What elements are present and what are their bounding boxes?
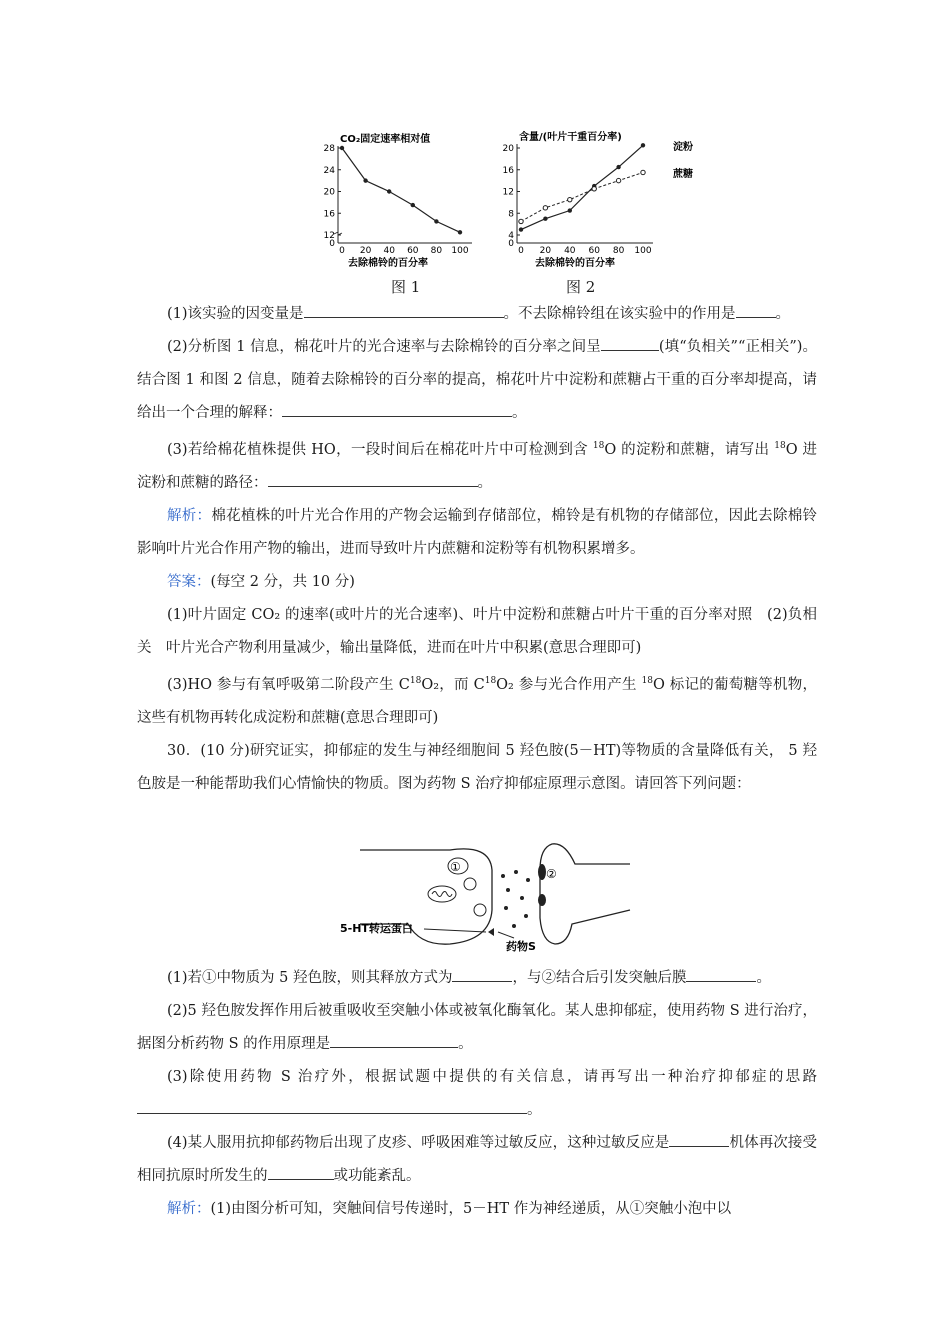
figure-2-sucrose-point — [616, 178, 620, 182]
label-2: ② — [546, 867, 557, 881]
figure-1-y-tick-label: 0 — [329, 239, 335, 249]
figure-2-x-tick-label: 40 — [564, 246, 576, 256]
figure-2-sucrose-point — [641, 170, 645, 174]
neurotransmitter-dot — [524, 914, 528, 918]
neurotransmitter-dot — [504, 906, 508, 910]
figure-1-x-tick-label: 60 — [407, 246, 419, 256]
answer-1-line-2: (3)HO 参与有氧呼吸第二阶段产生 $C^{18}O_2$，而 $C^{18}O_2$ 参与光合作用产生 $^{18}$O 标记的葡萄糖等机物，这些有机物再转化成淀粉和蔗糖(意思合理即可) — [137, 675, 818, 726]
figure-2-x-tick-label: 100 — [634, 246, 652, 256]
neurotransmitter-dot — [512, 924, 516, 928]
analysis-2: 解析：(1)由图分析可知，突触间信号传递时，5－HT 作为神经递质，从①突触小泡中以 — [167, 1201, 732, 1217]
figure-2-starch-point — [568, 208, 572, 212]
figure-2-title: 含量/(叶片干重百分率) — [519, 132, 622, 143]
question-30-3: (3)除使用药物 S 治疗外，根据试题中提供的有关信息，请再写出一种治疗抑郁症的思路。 — [137, 1061, 817, 1127]
transporter-protein — [488, 928, 494, 936]
neurotransmitter-dot — [520, 896, 524, 900]
vesicle-3 — [474, 904, 486, 916]
question-block-29 — [137, 298, 817, 801]
figure-1-co2-line — [342, 148, 460, 232]
analysis-1: 解析：棉花植株的叶片光合作用的产物会运输到存储部位，棉铃是有机物的存储部位，因此去除棉铃影响叶片光合作用产物的输出，进而导致叶片内蔗糖和淀粉等有机物积累增多。 — [137, 507, 818, 557]
figure-1-title: CO₂固定速率相对值 — [340, 134, 431, 145]
figure-1-data-point — [411, 203, 415, 207]
question-30-2: (2)5 羟色胺发挥作用后被重吸收至突触小体或被氧化酶氧化。某人患抑郁症，使用药物 S 进行治疗，据图分析药物 S 的作用原理是 。 — [137, 1003, 817, 1052]
receptor — [538, 894, 546, 906]
figure-2-sucrose-point — [543, 206, 547, 210]
figure-2-starch-point — [519, 227, 523, 231]
answer-1-line-1: (1)叶片固定 CO₂ 的速率(或叶片的光合速率)、叶片中淀粉和蔗糖占叶片干重的百分率对照 (2)负相关 叶片光合产物利用量减少，输出量降低，进而在叶片中积累(意思合理即可) — [137, 606, 817, 656]
figure-1-y-tick-label: 24 — [323, 165, 335, 176]
figure-1-x-tick-label: 100 — [451, 246, 469, 256]
figure-1-chart — [312, 128, 492, 270]
figure-1-xlabel: 去除棉铃的百分率 — [348, 258, 428, 269]
question-30-4: (4)某人服用抗抑郁药物后出现了皮疹、呼吸困难等过敏反应，这种过敏反应是 机体再次接受相同抗原时所发生的 或功能紊乱。 — [137, 1127, 817, 1193]
figure-1-caption: 图 1 — [391, 278, 421, 296]
label-transporter: 5-HT转运蛋白 — [340, 922, 413, 935]
figure-2-sucrose-point — [568, 197, 572, 201]
figure-2-y-tick-label: 20 — [502, 144, 514, 154]
transporter-pointer — [424, 929, 486, 932]
figure-1-y-tick-label: 16 — [323, 209, 335, 220]
figure-1-x-tick-label: 40 — [383, 246, 395, 256]
figure-2-xlabel: 去除棉铃的百分率 — [535, 258, 615, 269]
legend-sucrose: 蔗糖 — [673, 169, 693, 180]
figure-2-starch-line — [521, 145, 643, 229]
figure-2-x-tick-label: 80 — [612, 246, 625, 256]
figure-1-x-tick-label: 20 — [359, 246, 372, 256]
figure-1-x-tick-label: 80 — [430, 246, 443, 256]
drug-pointer — [498, 932, 514, 938]
figure-1-data-point — [434, 219, 438, 223]
question-2: (2)分析图 1 信息，棉花叶片的光合速率与去除棉铃的百分率之间呈 (填“负相关”“正相关”)。结合图 1 和图 2 信息，随着去除棉铃的百分率的提高，棉花叶片中淀粉和蔗糖占干重的百分率却提高，请给出一个合理的解释： 。 — [137, 331, 817, 430]
figure-2-caption: 图 2 — [566, 278, 596, 296]
figure-1-y-tick-label: 20 — [323, 187, 335, 198]
legend-starch: 淀粉 — [673, 142, 693, 153]
receptor-2 — [538, 864, 546, 880]
question-3: (3)若给棉花植株提供 HO，一段时间后在棉花叶片中可检测到含 $^{18}$O 的淀粉和蔗糖，请写出 $^{18}$O 进淀粉和蔗糖的路径： 。 — [137, 441, 817, 491]
figure-1-data-point — [340, 146, 344, 150]
figure-2-y-tick-label: 12 — [502, 187, 514, 198]
postsynaptic-neuron — [540, 844, 630, 944]
synapse-diagram — [330, 840, 640, 952]
figure-1-data-point — [363, 178, 367, 182]
answer-1: 答案：(每空 2 分，共 10 分) — [167, 573, 355, 590]
neurotransmitter-dot — [514, 870, 518, 874]
question-30-1: (1)若①中物质为 5 羟色胺，则其释放方式为 ，与②结合后引发突触后膜 。 — [137, 962, 817, 995]
figure-1-x-tick-label: 0 — [339, 246, 345, 256]
figure-2-x-tick-label: 20 — [539, 246, 552, 256]
question-block-30 — [137, 962, 817, 1226]
figure-2-sucrose-point — [519, 219, 523, 223]
figure-1-y-tick-label: 12 — [323, 231, 335, 241]
neurotransmitter-dot — [501, 874, 505, 878]
figure-1-data-point — [387, 189, 391, 193]
figure-2-starch-point — [641, 143, 645, 147]
figure-2-y-tick-label: 4 — [508, 231, 514, 241]
figure-2-starch-point — [616, 165, 620, 169]
question-30-intro: 30．(10 分)研究证实，抑郁症的发生与神经细胞间 5 羟色胺(5－HT)等物质的含量降低有关， 5 羟色胺是一种能帮助我们心情愉快的物质。图为药物 S 治疗抑郁症原理示意图。请回答下列问题： — [137, 742, 817, 792]
mitochondrion-cristae — [432, 892, 452, 897]
label-drug: 药物S — [506, 940, 536, 952]
figure-2-x-tick-label: 60 — [588, 246, 600, 256]
figure-2-starch-point — [543, 216, 547, 220]
figure-1-data-point — [458, 230, 462, 234]
figure-2-sucrose-point — [592, 187, 596, 191]
vesicle-2 — [464, 878, 476, 890]
figure-1-y-tick-label: 28 — [323, 144, 335, 154]
question-1: (1)该实验的因变量是 。不去除棉铃组在该实验中的作用是 。 — [137, 298, 817, 331]
figure-2-x-tick-label: 0 — [518, 246, 524, 256]
label-1: ① — [450, 860, 461, 874]
figure-2-sucrose-line — [521, 172, 643, 221]
neurotransmitter-dot — [506, 888, 510, 892]
figure-2-y-tick-label: 16 — [502, 165, 514, 176]
figure-2-chart — [495, 128, 705, 270]
neurotransmitter-dot — [526, 878, 530, 882]
figure-2-y-tick-label: 8 — [508, 209, 514, 220]
figure-2-y-tick-label: 0 — [508, 239, 514, 249]
